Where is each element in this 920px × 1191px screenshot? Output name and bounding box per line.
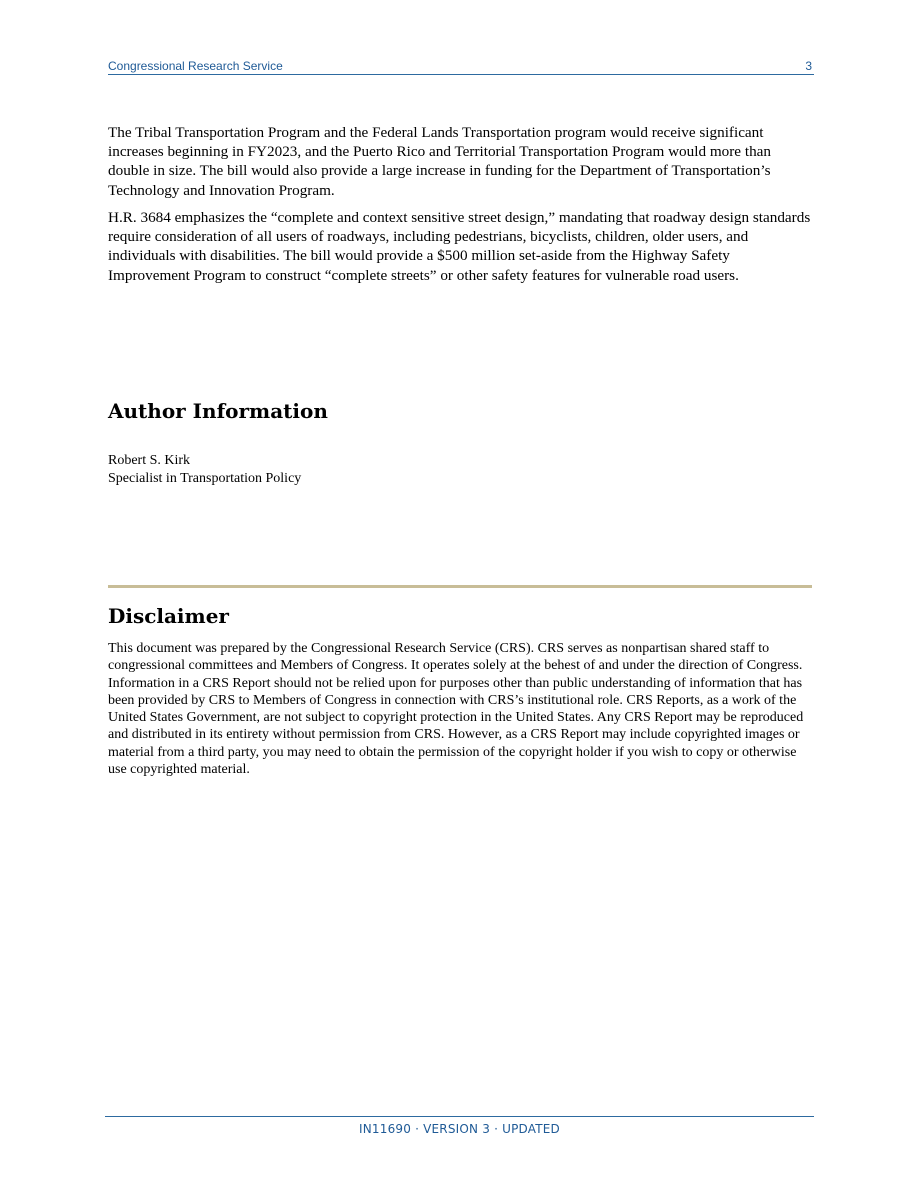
disclaimer-heading: Disclaimer <box>108 604 229 628</box>
paragraph-text: H.R. 3684 emphasizes the “complete and context sensitive street design,” mandating that roadway design standards require consideration of all users of roadways, including pedestrians, bicyclists, children, older users, and individuals with disabilities. The bill would provide a $500 million set-aside from the Highway Safety Improvement Program to construct “complete streets” or other safety features for vulnerable road users. <box>108 209 811 284</box>
paragraph-text: The Tribal Transportation Program and the Federal Lands Transportation program would receive significant increases beginning in FY2023, and the Puerto Rico and Territorial Transportation Program would more than double in size. The bill would also provide a large increase in funding for the Department of Transportation’s Technology and Innovation Program. <box>108 124 771 199</box>
author-block <box>108 452 301 487</box>
page-header <box>108 58 814 75</box>
disclaimer-text: This document was prepared by the Congressional Research Service (CRS). CRS serves as nonpartisan shared staff to congressional committees and Members of Congress. It operates solely at the behest of and under the direction of Congress. Information in a CRS Report should not be relied upon for purposes other than public understanding of information that has been provided by CRS to Members of Congress in connection with CRS’s institutional role. CRS Reports, as a work of the United States Government, are not subject to copyright protection in the United States. Any CRS Report may be reproduced and distributed in its entirety without permission from CRS. However, as a CRS Report may include copyrighted images or material from a third party, you may need to obtain the permission of the copyright holder if you wish to copy or otherwise use copyrighted material. <box>108 641 804 778</box>
body-paragraph-2 <box>108 208 814 285</box>
page-footer: IN11690 · VERSION 3 · UPDATED <box>105 1116 814 1136</box>
author-name: Robert S. Kirk <box>108 453 191 468</box>
section-divider <box>108 585 812 588</box>
header-page-number: 3 <box>805 59 812 73</box>
header-organization: Congressional Research Service <box>108 59 283 73</box>
body-paragraph-1 <box>108 123 814 200</box>
author-information-heading: Author Information <box>108 399 328 423</box>
author-title: Specialist in Transportation Policy <box>108 470 302 486</box>
